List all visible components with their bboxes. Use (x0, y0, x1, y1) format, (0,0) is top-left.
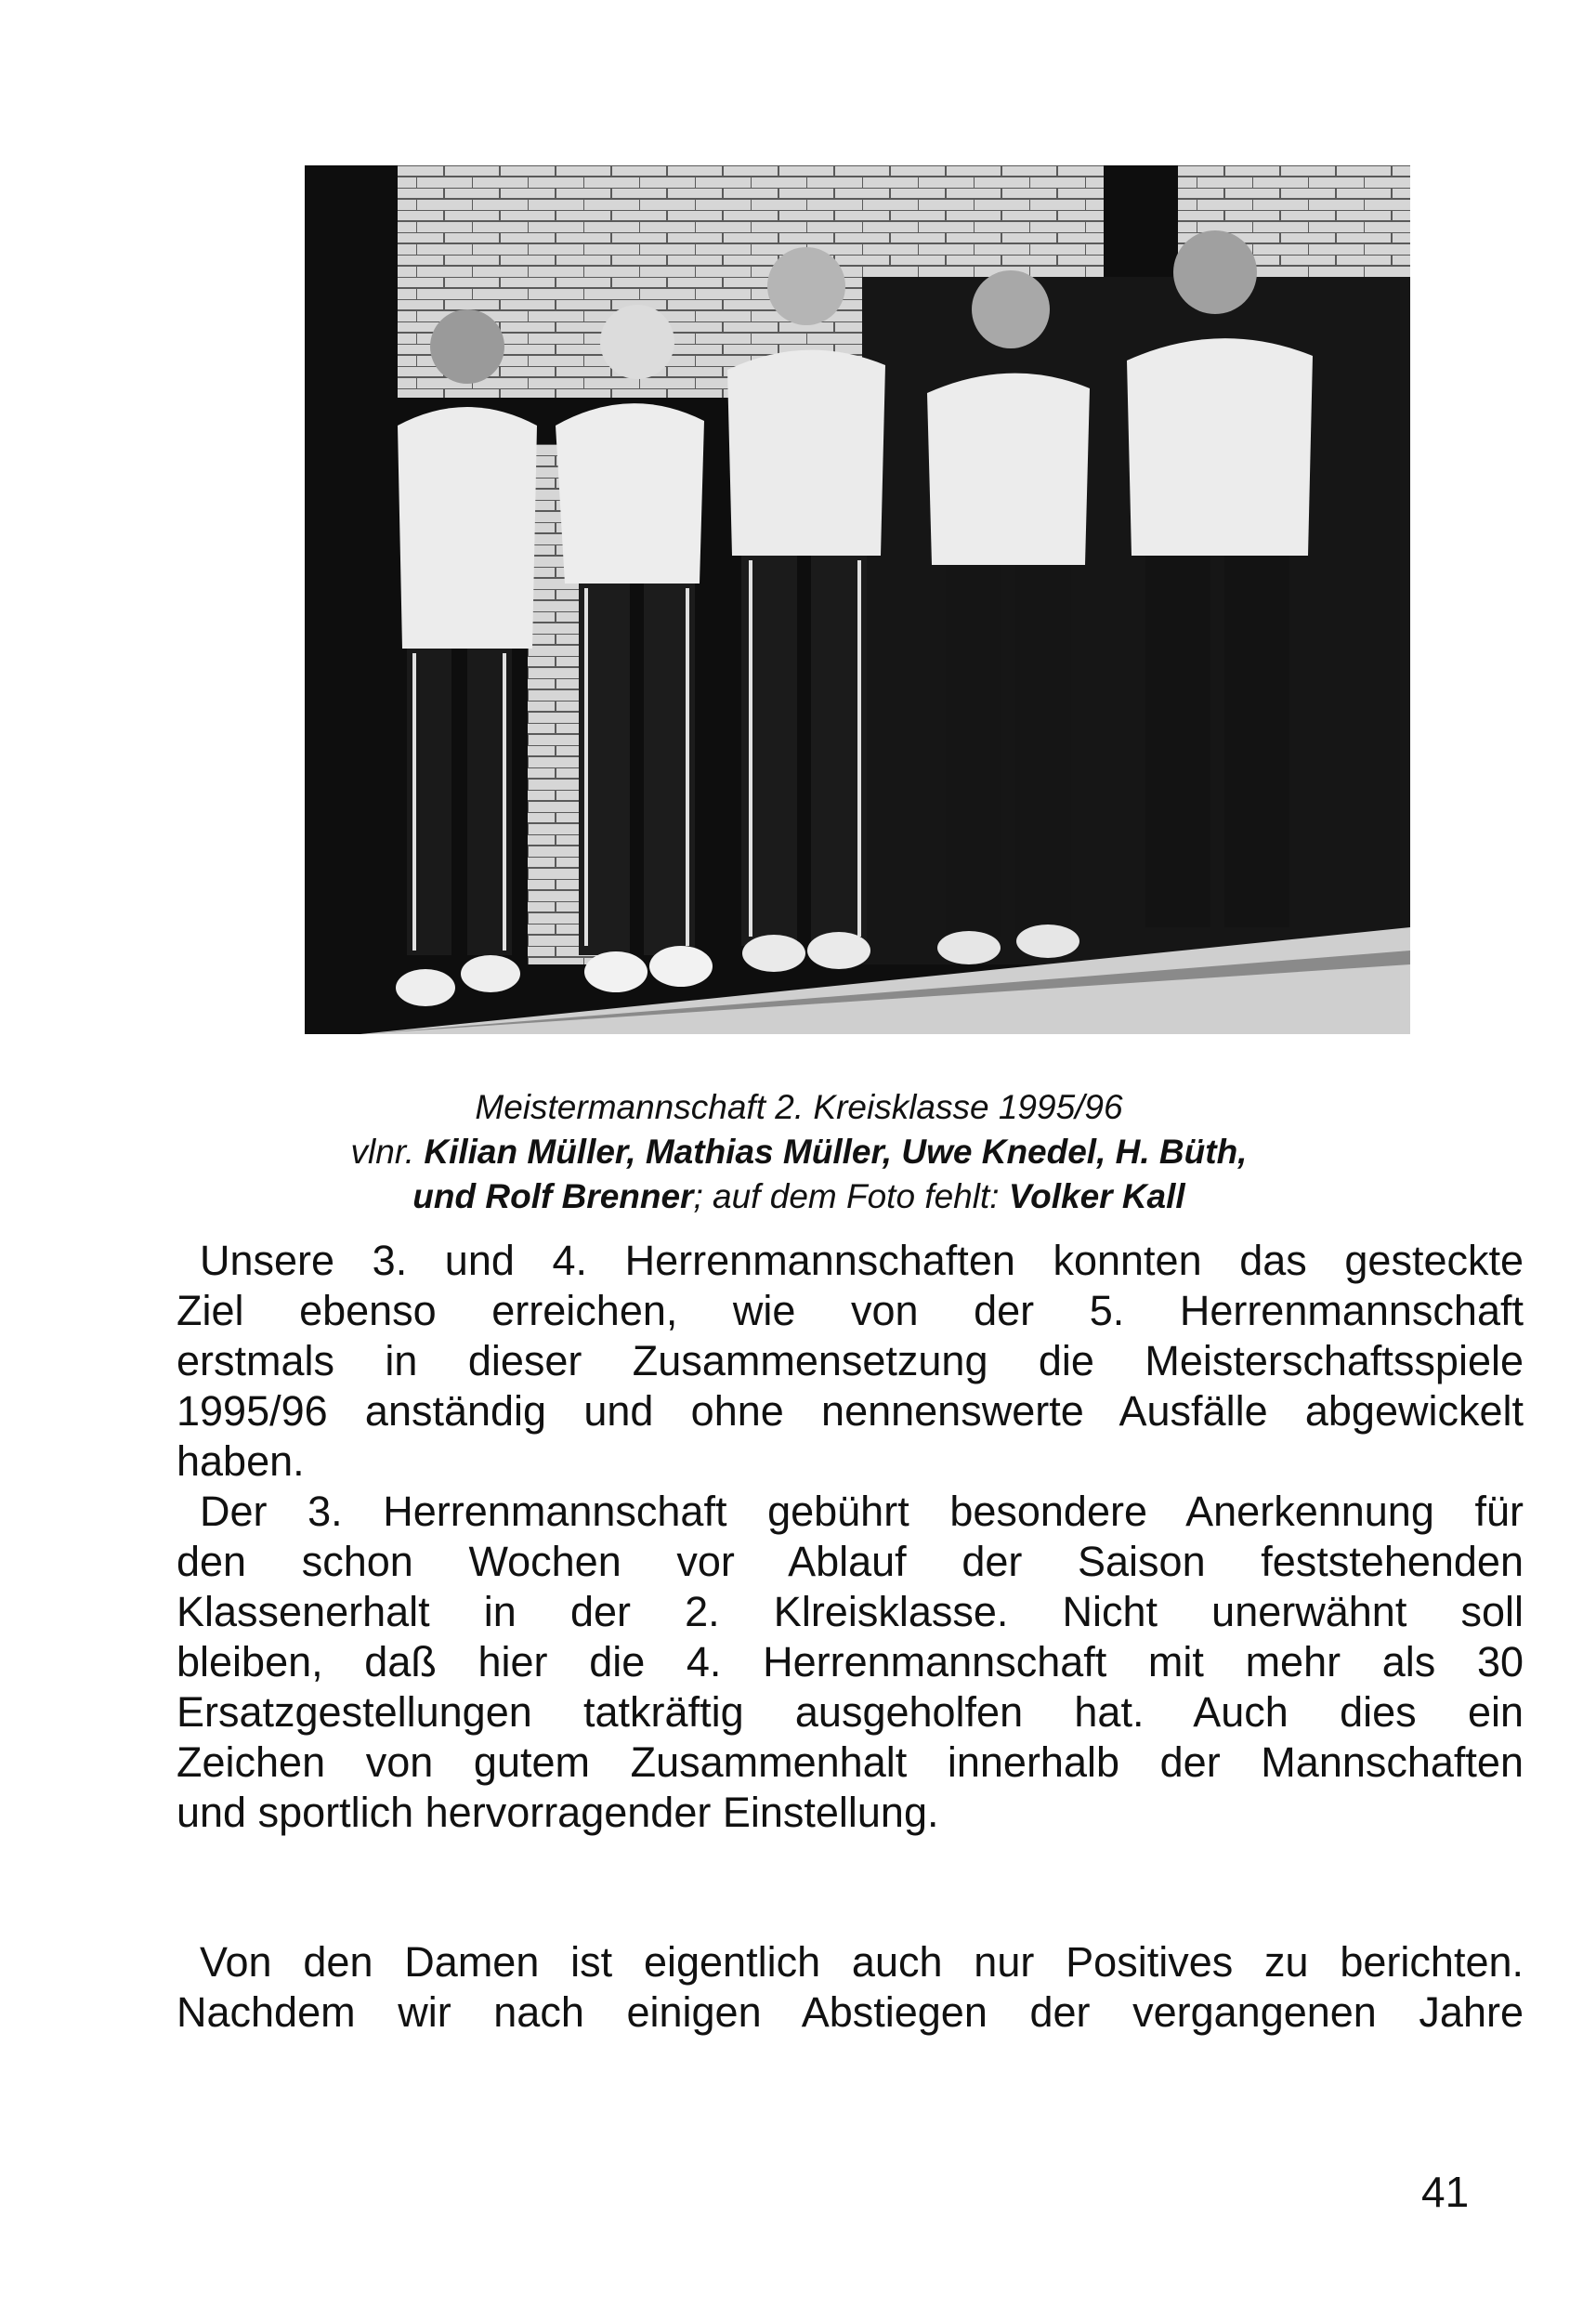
paragraph-line: erstmals in dieser Zusammensetzung die Meisterschaftsspiele (177, 1337, 1524, 1384)
paragraph-line: Ersatzgestellungen tatkräftig ausgeholfen hat. Auch dies ein (177, 1688, 1524, 1736)
paragraph-line: und sportlich hervorragender Einstellung. (177, 1789, 939, 1836)
page-number: 41 (1421, 2168, 1470, 2216)
caption-line-2 (204, 1130, 1393, 1174)
paragraph-line: Der 3. Herrenmannschaft gebührt besondere Anerkennung für (200, 1488, 1524, 1535)
paragraph-line: Nachdem wir nach einigen Abstiegen der vergangenen Jahre (177, 1988, 1524, 2036)
team-photo-illustration (305, 165, 1410, 1034)
caption-names: Kilian Müller, Mathias Müller, Uwe Knedel, H. Büth, (424, 1133, 1248, 1171)
caption-missing-name: Volker Kall (1008, 1177, 1185, 1215)
paragraph-line: bleiben, daß hier die 4. Herrenmannschaft mit mehr als 30 (177, 1638, 1524, 1685)
paragraph-line: 1995/96 anständig und ohne nennenswerte Ausfälle abgewickelt (177, 1387, 1524, 1435)
paragraph-line: haben. (177, 1437, 305, 1485)
caption-missing-label: ; auf dem Foto fehlt: (693, 1177, 1009, 1215)
paragraph-line: den schon Wochen vor Ablauf der Saison feststehenden (177, 1538, 1524, 1585)
paragraph-3 (177, 1937, 1524, 2038)
team-photo (305, 165, 1410, 1034)
paragraph-line: Klassenerhalt in der 2. Klreisklasse. Nicht unerwähnt soll (177, 1588, 1524, 1635)
caption-prefix: vlnr. (350, 1133, 415, 1171)
caption-line-3 (204, 1174, 1393, 1219)
photo-caption (204, 1085, 1393, 1219)
caption-line-1: Meistermannschaft 2. Kreisklasse 1995/96 (475, 1088, 1123, 1126)
caption-names-end: und Rolf Brenner (412, 1177, 694, 1215)
paragraph-line: Unsere 3. und 4. Herrenmannschaften konnten das gesteckte (200, 1237, 1524, 1284)
paragraph-2 (177, 1487, 1524, 1838)
paragraph-1 (177, 1236, 1524, 1487)
paragraph-line: Zeichen von gutem Zusammenhalt innerhalb der Mannschaften (177, 1738, 1524, 1786)
paragraph-line: Von den Damen ist eigentlich auch nur Positives zu berichten. (200, 1938, 1524, 1986)
paragraph-line: Ziel ebenso erreichen, wie von der 5. Herrenmannschaft (177, 1287, 1524, 1334)
